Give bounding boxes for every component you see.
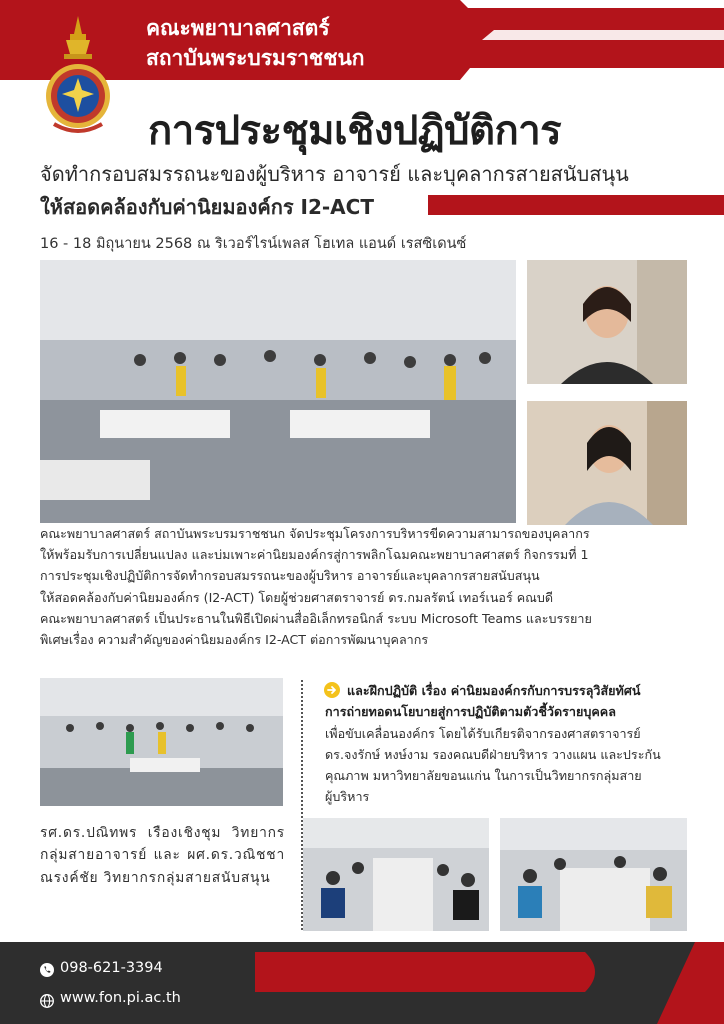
workshop-line: ดร.จงรักษ์ หงษ์งาม รองคณบดีฝ่ายบริหาร วางแผน และประกัน xyxy=(325,746,661,762)
workshop-line: คุณภาพ มหาวิทยาลัยขอนแก่น ในการเป็นวิทยากรกลุ่มสาย xyxy=(325,768,642,784)
contact-phone[interactable]: 098-621-3394 xyxy=(60,960,163,976)
main-group-photo xyxy=(40,260,516,523)
speakers-caption: รศ.ดร.ปณิทพร เรืองเชิงชุม วิทยากรกลุ่มสายอาจารย์ และ ผศ.ดร.วณิชชา ณรงค์ชัย วิทยากรกลุ่มสายสนับสนุน xyxy=(40,825,285,886)
workshop-line: การถ่ายทอดนโยบายสู่การปฏิบัติตามตัวชี้วัดรายบุคคล xyxy=(325,704,616,720)
event-meta: 16 - 18 มิถุนายน 2568 ณ ริเวอร์ไรน์เพลส โฮเทล แอนด์ เรสซิเดนซ์ xyxy=(40,236,467,252)
speaker-photo-1 xyxy=(527,260,687,384)
footer-red-ribbon xyxy=(255,942,724,1024)
group-work-photo-1 xyxy=(303,818,489,931)
workshop-line: เพื่อขับเคลื่อนองค์กร โดยได้รับเกียรติจากรองศาสตราจารย์ xyxy=(325,725,641,741)
speaker-photo-2 xyxy=(527,401,687,525)
body-line: คณะพยาบาลศาสตร์ เป็นประธานในพิธีเปิดผ่านสื่ออิเล็กทรอนิกส์ ระบบ Microsoft Teams และบรรยาย xyxy=(40,610,592,626)
body-line: คณะพยาบาลศาสตร์ สถาบันพระบรมราชชนก จัดประชุมโครงการบริหารขีดความสามารถของบุคลากร xyxy=(40,526,590,541)
page-title: การประชุมเชิงปฏิบัติการ xyxy=(148,108,562,154)
body-line: ให้สอดคล้องกับค่านิยมองค์กร (I2-ACT) โดยผู้ช่วยศาสตราจารย์ ดร.กมลรัตน์ เทอร์เนอร์ คณบดี xyxy=(40,589,554,605)
body-line: การประชุมเชิงปฏิบัติการจัดทำกรอบสมรรถนะของผู้บริหาร อาจารย์และบุคลากรสายสนับสนุน xyxy=(40,568,540,584)
institute-name: สถาบันพระบรมราชชนก xyxy=(146,46,365,70)
body-paragraph xyxy=(40,523,690,650)
globe-icon xyxy=(40,993,54,1007)
subtitle-line-1: จัดทำกรอบสมรรถนะของผู้บริหาร อาจารย์ และบุคลากรสายสนับสนุน xyxy=(40,162,629,186)
workshop-room-photo xyxy=(40,678,283,806)
phone-icon xyxy=(40,962,54,976)
body-line: ให้พร้อมรับการเปลี่ยนแปลง และบ่มเพาะค่านิยมองค์กรสู่การพลิกโฉมคณะพยาบาลศาสตร์ กิจกรรมที่ 1 xyxy=(40,547,589,563)
faculty-name: คณะพยาบาลศาสตร์ xyxy=(146,16,330,40)
contact-website[interactable]: www.fon.pi.ac.th xyxy=(60,990,181,1006)
workshop-paragraph xyxy=(325,680,687,808)
body-line: พิเศษเรื่อง ความสำคัญของค่านิยมองค์กร I2-ACT ต่อการพัฒนาบุคลากร xyxy=(40,632,429,648)
subtitle-line-2: ให้สอดคล้องกับค่านิยมองค์กร I2-ACT xyxy=(40,195,374,219)
workshop-line: ผู้บริหาร xyxy=(325,789,370,805)
subtitle-accent-bar xyxy=(428,195,724,215)
header-stripe-decoration xyxy=(440,0,724,80)
faculty-logo xyxy=(44,14,112,140)
workshop-line: และฝึกปฏิบัติ เรื่อง ค่านิยมองค์กรกับการบรรลุวิสัยทัศน์ xyxy=(347,683,641,698)
group-work-photo-2 xyxy=(500,818,687,931)
